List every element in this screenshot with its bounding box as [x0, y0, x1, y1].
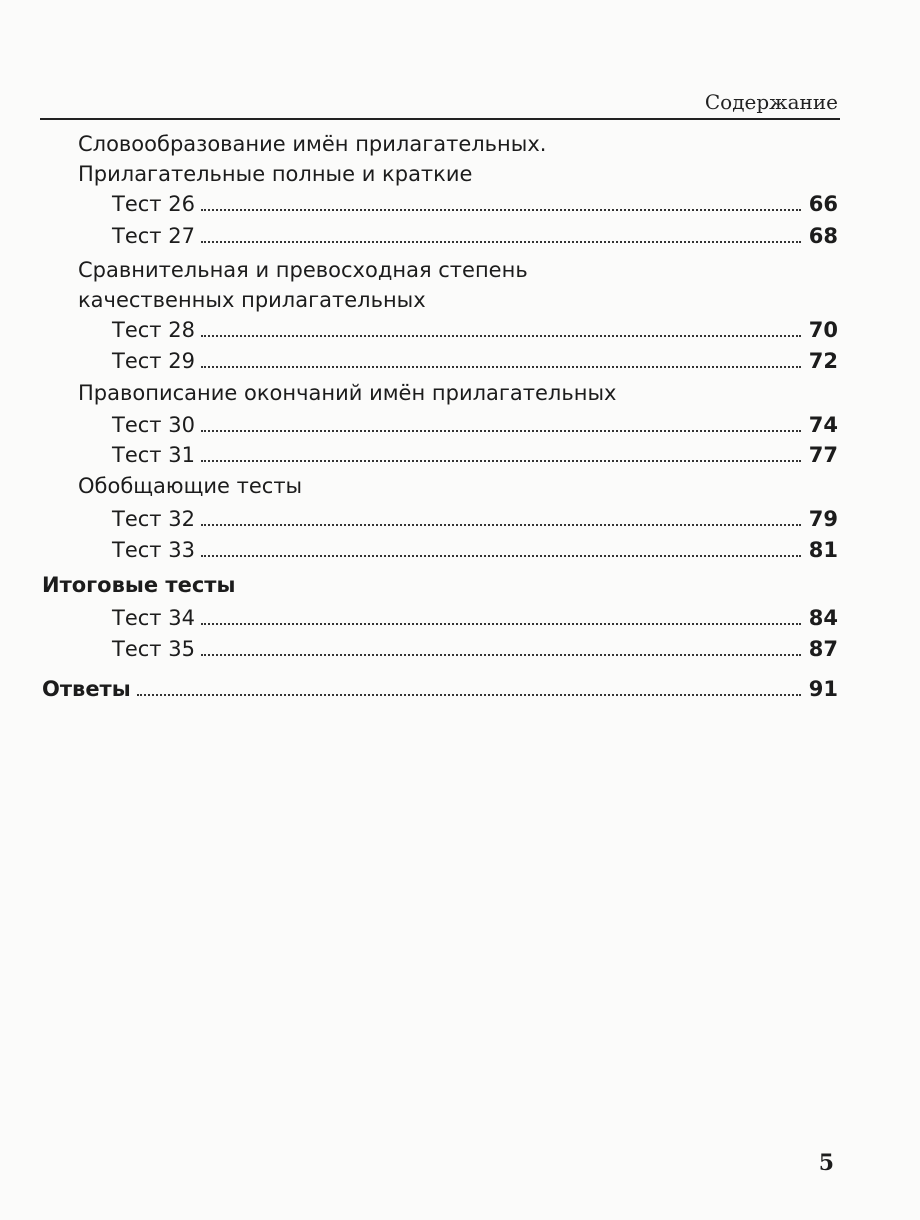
toc-entry[interactable]	[112, 347, 838, 375]
toc-entry-page: 77	[808, 443, 838, 467]
page-header	[40, 88, 840, 120]
toc-entry-page: 79	[808, 507, 838, 531]
toc-heading: Сравнительная и превосходная степень	[78, 258, 528, 282]
toc-entry-page: 84	[808, 606, 838, 630]
toc-heading: Обобщающие тесты	[78, 474, 303, 498]
toc-entry-label: Тест 34	[112, 606, 195, 630]
toc-entry-label: Тест 30	[112, 413, 195, 437]
leader-dots	[201, 622, 801, 625]
page-number: 5	[818, 1150, 834, 1176]
leader-dots	[137, 693, 801, 696]
toc-entry[interactable]	[112, 222, 838, 250]
leader-dots	[201, 365, 801, 368]
toc-entry[interactable]	[112, 316, 838, 344]
toc-entry[interactable]	[112, 635, 838, 663]
header-title: Содержание	[704, 90, 838, 114]
toc-entry-page: 72	[808, 349, 838, 373]
toc-entry-page: 81	[808, 538, 838, 562]
toc-heading-final: Итоговые тесты	[42, 573, 236, 597]
toc-heading: Правописание окончаний имён прилагательных	[78, 381, 617, 405]
toc-entry-page: 70	[808, 318, 838, 342]
leader-dots	[201, 240, 801, 243]
toc-heading: Прилагательные полные и краткие	[78, 162, 473, 186]
toc-entry[interactable]	[112, 505, 838, 533]
toc-entry-label: Тест 27	[112, 224, 195, 248]
toc-entry-page: 91	[808, 677, 838, 701]
leader-dots	[201, 334, 801, 337]
toc-entry-label: Тест 35	[112, 637, 195, 661]
toc-entry-page: 87	[808, 637, 838, 661]
toc-entry-page: 74	[808, 413, 838, 437]
leader-dots	[201, 459, 801, 462]
toc-entry[interactable]	[112, 411, 838, 439]
leader-dots	[201, 554, 801, 557]
leader-dots	[201, 429, 801, 432]
toc-entry[interactable]	[112, 190, 838, 218]
toc-entry-page: 68	[808, 224, 838, 248]
toc-entry-answers[interactable]	[42, 675, 838, 703]
toc-entry-page: 66	[808, 192, 838, 216]
toc-entry-label: Тест 28	[112, 318, 195, 342]
toc-entry[interactable]	[112, 604, 838, 632]
toc-entry-label: Ответы	[42, 677, 131, 701]
toc-entry[interactable]	[112, 441, 838, 469]
leader-dots	[201, 208, 801, 211]
toc-entry-label: Тест 29	[112, 349, 195, 373]
toc-entry-label: Тест 31	[112, 443, 195, 467]
leader-dots	[201, 653, 801, 656]
toc-entry-label: Тест 26	[112, 192, 195, 216]
leader-dots	[201, 523, 801, 526]
toc-entry-label: Тест 33	[112, 538, 195, 562]
toc-entry-label: Тест 32	[112, 507, 195, 531]
toc-heading: Словообразование имён прилагательных.	[78, 132, 547, 156]
toc-heading: качественных прилагательных	[78, 288, 426, 312]
toc-entry[interactable]	[112, 536, 838, 564]
